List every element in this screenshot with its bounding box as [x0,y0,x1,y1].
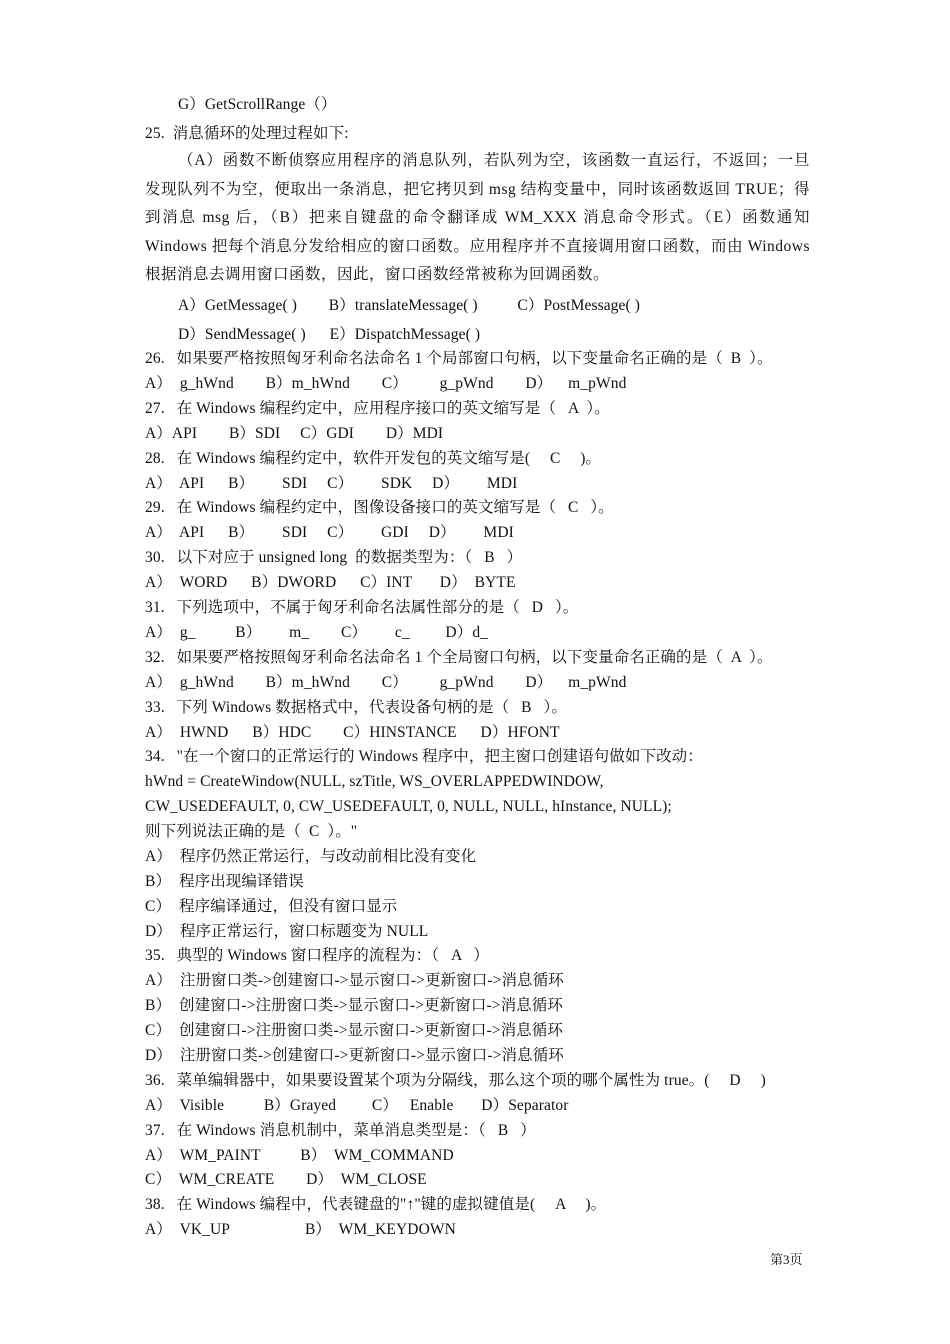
question-34-option-a: A） 程序仍然正常运行，与改动前相比没有变化 [145,848,477,865]
question-28-options: A） API B） SDI C） SDK D） MDI [145,475,518,492]
question-36: 36. 菜单编辑器中，如果要设置某个项为分隔线，那么这个项的哪个属性为 true。( D ) [145,1072,766,1089]
question-34-code-line-2: CW_USEDEFAULT, 0, CW_USEDEFAULT, 0, NULL, NULL, hInstance, NULL); [145,798,672,815]
question-36-options: A） Visible B）Grayed C） Enable D）Separator [145,1097,569,1114]
question-27: 27. 在 Windows 编程约定中，应用程序接口的英文缩写是（ A ）。 [145,400,610,417]
question-30-options: A） WORD B）DWORD C）INT D） BYTE [145,574,516,591]
question-38-options: A） VK_UP B） WM_KEYDOWN [145,1221,456,1238]
question-28: 28. 在 Windows 编程约定中，软件开发包的英文缩写是( C )。 [145,450,602,467]
question-34-code-line-1: hWnd = CreateWindow(NULL, szTitle, WS_OVERLAPPEDWINDOW, [145,773,604,790]
question-25-options-de: D）SendMessage( ) E）DispatchMessage( ) [178,326,481,343]
question-26: 26. 如果要严格按照匈牙利命名法命名 1 个局部窗口句柄，以下变量命名正确的是（ B ）。 [145,350,773,367]
question-32: 32. 如果要严格按照匈牙利命名法命名 1 个全局窗口句柄，以下变量命名正确的是（ A ）。 [145,649,773,666]
question-38: 38. 在 Windows 编程中，代表键盘的"↑"键的虚拟键值是( A )。 [145,1196,607,1213]
question-31: 31. 下列选项中，不属于匈牙利命名法属性部分的是（ D ）。 [145,599,579,616]
question-37: 37. 在 Windows 消息机制中，菜单消息类型是：（ B ） [145,1122,536,1139]
question-25-options-abc: A）GetMessage( ) B）translateMessage( ) C）PostMessage( ) [178,297,641,314]
question-34-option-d: D） 程序正常运行，窗口标题变为 NULL [145,923,429,940]
question-29: 29. 在 Windows 编程约定中，图像设备接口的英文缩写是（ C ）。 [145,499,614,516]
question-35-option-d: D） 注册窗口类->创建窗口->更新窗口->显示窗口->消息循环 [145,1047,564,1064]
question-30: 30. 以下对应于 unsigned long 的数据类型为：（ B ） [145,549,523,566]
question-32-options: A） g_hWnd B）m_hWnd C） g_pWnd D） m_pWnd [145,674,627,691]
question-27-options: A）API B）SDI C）GDI D）MDI [145,425,444,442]
question-33-options: A） HWND B）HDC C）HINSTANCE D）HFONT [145,724,560,741]
question-35-option-c: C） 创建窗口->注册窗口类->显示窗口->更新窗口->消息循环 [145,1022,564,1039]
option-line-g-getscrollrange: G）GetScrollRange（） [178,96,337,113]
question-29-options: A） API B） SDI C） GDI D） MDI [145,524,514,541]
question-25: 25. 消息循环的处理过程如下: [145,125,349,142]
question-25-description: （A）函数不断侦察应用程序的消息队列，若队列为空，该函数一直运行，不返回；一旦发现队列不为空，便取出一条消息，把它拷贝到 msg 结构变量中，同时该函数返回 TRUE；得到消息 msg 后，（B）把来自键盘的命令翻译成 WM_XXX 消息命令形式。（E）函数通知 Windows 把每个消息分发给相应的窗口函数。应用程序并不直接调用窗口函数，而由 Windows 根据消息去调用窗口函数，因此，窗口函数经常被称为回调函数。 [145,152,810,284]
question-31-options: A） g_ B） m_ C） c_ D）d_ [145,624,489,641]
question-26-options: A） g_hWnd B）m_hWnd C） g_pWnd D） m_pWnd [145,375,627,392]
question-34-prompt: 则下列说法正确的是（ C ）。" [145,823,358,840]
question-33: 33. 下列 Windows 数据格式中，代表设备句柄的是（ B ）。 [145,699,567,716]
question-34-option-c: C） 程序编译通过，但没有窗口显示 [145,898,398,915]
question-35-option-a: A） 注册窗口类->创建窗口->显示窗口->更新窗口->消息循环 [145,972,564,989]
question-34: 34. "在一个窗口的正常运行的 Windows 程序中，把主窗口创建语句做如下改动： [145,748,703,765]
question-34-option-b: B） 程序出现编译错误 [145,873,304,890]
question-35-option-b: B） 创建窗口->注册窗口类->显示窗口->更新窗口->消息循环 [145,997,564,1014]
question-37-options-cd: C） WM_CREATE D） WM_CLOSE [145,1171,427,1188]
question-37-options-ab: A） WM_PAINT B） WM_COMMAND [145,1147,454,1164]
page-number: 第3页 [770,1252,803,1267]
question-35: 35. 典型的 Windows 窗口程序的流程为：（ A ） [145,947,489,964]
